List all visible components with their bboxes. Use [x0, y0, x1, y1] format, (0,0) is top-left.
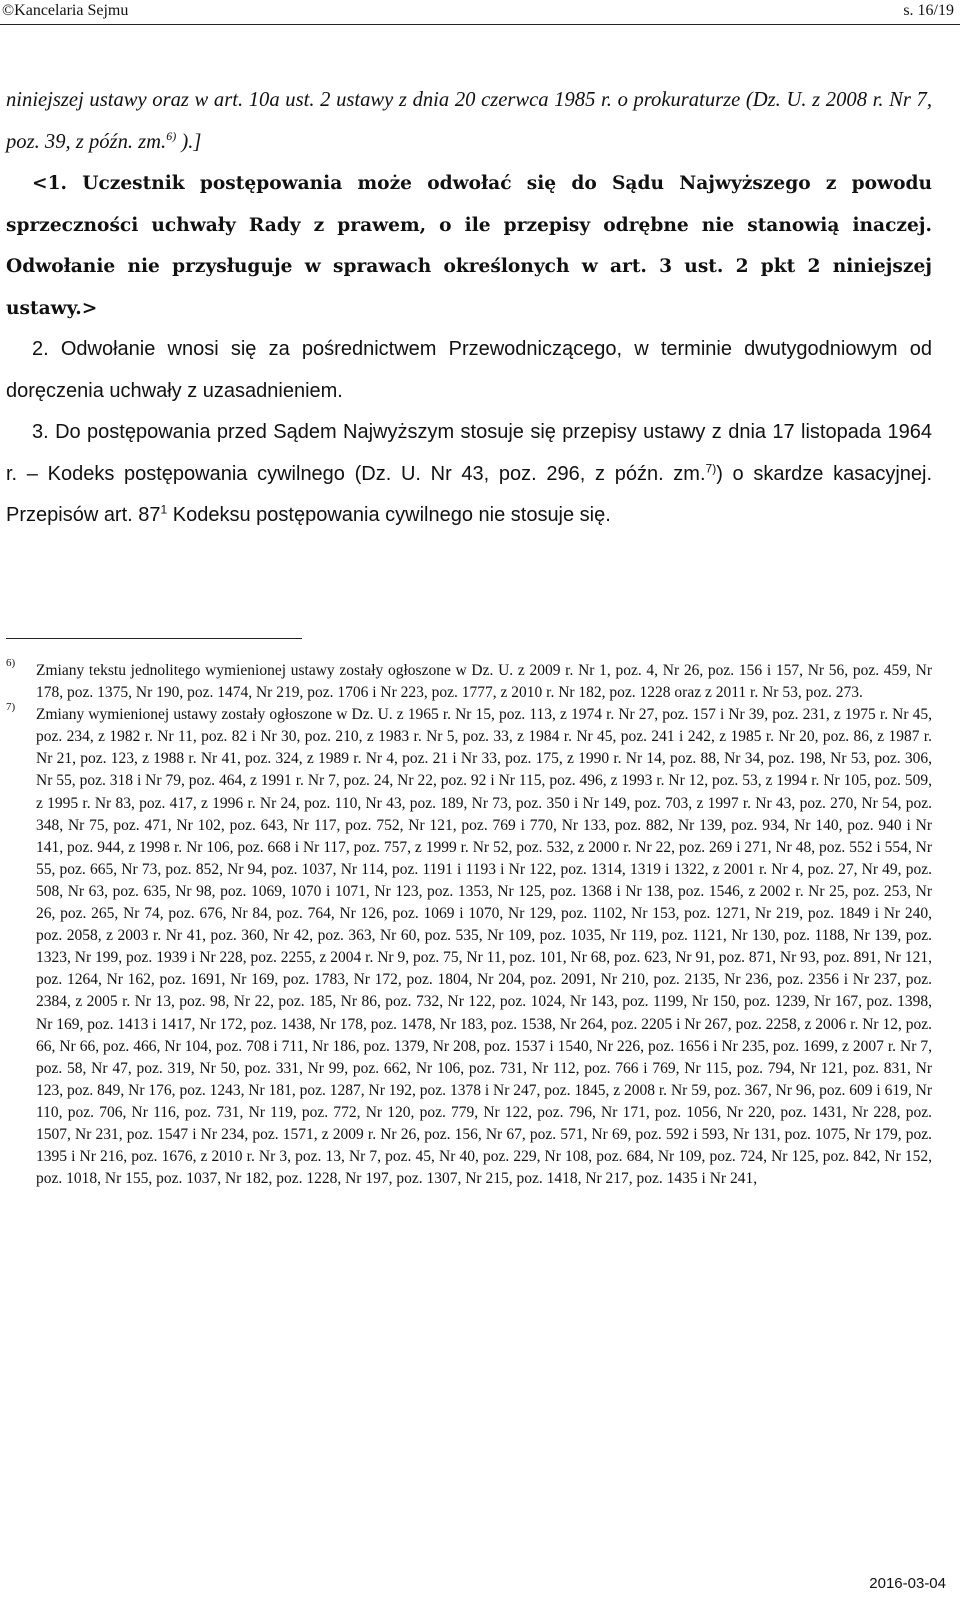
paragraph-2: 2. Odwołanie wnosi się za pośrednictwem Przewodniczącego, w terminie dwutygodniowym od doręczenia uchwały z uzasadnieniem. [6, 338, 932, 402]
footnote-ref-6: 6) [166, 128, 177, 143]
continuation-end: ).] [176, 130, 202, 153]
paragraph-1: <1. Uczestnik postępowania może odwołać się do Sądu Najwyższego z powodu sprzeczności uchwały Rady z prawem, o ile przepisy odrębne nie stanowią inaczej. Odwołanie nie przysługuje w sprawach określonych w art. 3 ust. 2 pkt 2 niniejszej ustawy.> [6, 173, 932, 319]
header-divider [0, 24, 960, 25]
continuation-text: niniejszej ustawy oraz w art. 10a ust. 2 ustawy z dnia 20 czerwca 1985 r. o prokuraturze (Dz. U. z 2008 r. Nr 7, poz. 39, z późn. zm. [6, 89, 932, 153]
footnote-text: Zmiany tekstu jednolitego wymienionej ustawy zostały ogłoszone w Dz. U. z 2009 r. Nr 1, poz. 4, Nr 26, poz. 156 i 157, Nr 56, poz. 459, Nr 178, poz. 1375, Nr 190, poz. 1474, Nr 219, poz. 1706 i Nr 223, poz. 1777, z 2010 r. Nr 182, poz. 1228 oraz z 2011 r. Nr 53, poz. 273. [36, 662, 932, 702]
footnote-text: Zmiany wymienionej ustawy zostały ogłoszone w Dz. U. z 1965 r. Nr 15, poz. 113, z 1974 r. Nr 27, poz. 157 i Nr 39, poz. 231, z 1975 r. Nr 45, poz. 234, z 1982 r. Nr 11, poz. 82 i Nr 30, poz. 210, z 1983 r. Nr 5, poz. 33, z 1984 r. Nr 45, poz. 241 i 242, z 1985 r. Nr 20, poz. 86, z 1987 r. Nr 21, poz. 123, z 1988 r. Nr 41, poz. 324, z 1989 r. Nr 4, poz. 21 i Nr 33, poz. 175, z 1990 r. Nr 14, poz. 88, Nr 34, poz. 198, Nr 53, poz. 306, Nr 55, poz. 318 i Nr 79, poz. 464, z 1991 r. Nr 7, poz. 24, Nr 22, poz. 92 i Nr 115, poz. 496, z 1993 r. Nr 12, poz. 53, z 1994 r. Nr 105, poz. 509, z 1995 r. Nr 83, poz. 417, z 1996 r. Nr 24, poz. 110, Nr 43, poz. 189, Nr 73, poz. 350 i Nr 149, poz. 703, z 1997 r. Nr 43, poz. 270, Nr 54, poz. 348, Nr 75, poz. 471, Nr 102, poz. 643, Nr 117, poz. 752, Nr 121, poz. 769 i 770, Nr 133, poz. 882, Nr 139, poz. 934, Nr 140, poz. 940 i Nr 141, poz. 944, z 1998 r. Nr 106, poz. 668 i Nr 117, poz. 757, z 1999 r. Nr 52, poz. 532, z 2000 r. Nr 22, poz. 269 i 271, Nr 48, poz. 552 i 554, Nr 55, poz. 665, Nr 73, poz. 852, Nr 94, poz. 1037, Nr 114, poz. 1191 i 1193 i Nr 122, poz. 1314, 1319 i 1322, z 2001 r. Nr 4, poz. 27, Nr 49, poz. 508, Nr 63, poz. 635, Nr 98, poz. 1069, 1070 i 1071, Nr 123, poz. 1353, Nr 125, poz. 1368 i Nr 138, poz. 1546, z 2002 r. Nr 25, poz. 253, Nr 26, poz. 265, Nr 74, poz. 676, Nr 84, poz. 764, Nr 126, poz. 1069 i 1070, Nr 129, poz. 1102, Nr 153, poz. 1271, Nr 219, poz. 1849 i Nr 240, poz. 2058, z 2003 r. Nr 41, poz. 360, Nr 42, poz. 363, Nr 60, poz. 535, Nr 109, poz. 1035, Nr 119, poz. 1121, Nr 130, poz. 1188, Nr 139, poz. 1323, Nr 199, poz. 1939 i Nr 228, poz. 2255, z 2004 r. Nr 9, poz. 75, Nr 11, poz. 101, Nr 68, poz. 623, Nr 91, poz. 871, Nr 93, poz. 891, Nr 121, poz. 1264, Nr 162, poz. 1691, Nr 169, poz. 1783, Nr 172, poz. 1804, Nr 204, poz. 2091, Nr 210, poz. 2135, Nr 236, poz. 2356 i Nr 237, poz. 2384, z 2005 r. Nr 13, poz. 98, Nr 22, poz. 185, Nr 86, poz. 732, Nr 122, poz. 1024, Nr 143, poz. 1199, Nr 150, poz. 1239, Nr 167, poz. 1398, Nr 169, poz. 1413 i 1417, Nr 172, poz. 1438, Nr 178, poz. 1478, Nr 183, poz. 1538, Nr 264, poz. 2205 i Nr 267, poz. 2258, z 2006 r. Nr 12, poz. 66, Nr 66, poz. 466, Nr 104, poz. 708 i 711, Nr 186, poz. 1379, Nr 208, poz. 1537 i 1540, Nr 226, poz. 1656 i Nr 235, poz. 1699, z 2007 r. Nr 7, poz. 58, Nr 47, poz. 319, Nr 50, poz. 331, Nr 99, poz. 662, Nr 106, poz. 731, Nr 112, poz. 766 i 769, Nr 115, poz. 794, Nr 121, poz. 831, Nr 123, poz. 849, Nr 176, poz. 1243, Nr 181, poz. 1287, Nr 192, poz. 1378 i Nr 247, poz. 1845, z 2008 r. Nr 59, poz. 367, Nr 96, poz. 609 i 619, Nr 110, poz. 706, Nr 116, poz. 731, Nr 119, poz. 772, Nr 120, poz. 779, Nr 122, poz. 796, Nr 171, poz. 1056, Nr 220, poz. 1431, Nr 228, poz. 1507, Nr 231, poz. 1547 i Nr 234, poz. 1571, z 2009 r. Nr 26, poz. 156, Nr 67, poz. 571, Nr 69, poz. 592 i 593, Nr 131, poz. 1075, Nr 179, poz. 1395 i Nr 216, poz. 1676, z 2010 r. Nr 3, poz. 13, Nr 7, poz. 45, Nr 40, poz. 229, Nr 108, poz. 684, Nr 109, poz. 724, Nr 125, poz. 842, Nr 152, poz. 1018, Nr 155, poz. 1037, Nr 182, poz. 1228, Nr 197, poz. 1307, Nr 215, poz. 1418, Nr 217, poz. 1435 i Nr 241, [36, 706, 932, 1188]
footnote-mark: 7) [6, 701, 16, 714]
paragraph-3-text-b: ) o skardze kasacyjnej. Przepisów art. 87 [6, 462, 933, 526]
main-text [6, 80, 932, 537]
footnote-mark: 6) [6, 657, 16, 669]
paragraph-3-text-c: Kodeksu postępowania cywilnego nie stosuje się. [167, 504, 611, 526]
footnote-7 [6, 701, 932, 1190]
paragraph-3-text-a: 3. Do postępowania przed Sądem Najwyższym stosuje się przepisy ustawy z dnia 17 listopada 1964 r. – Kodeks postępowania cywilnego (Dz. U. Nr 43, poz. 296, z późn. zm. [6, 421, 932, 485]
article-superscript: 1 [160, 502, 168, 517]
footnotes [6, 657, 932, 1190]
continuation-paragraph [6, 80, 932, 163]
footnote-ref-7: 7) [705, 460, 717, 475]
page-number: s. 16/19 [903, 2, 954, 19]
document-date: 2016-03-04 [869, 1575, 946, 1592]
page-header [0, 0, 960, 26]
copyright-label: ©Kancelaria Sejmu [2, 2, 129, 19]
footnote-divider [6, 638, 302, 639]
footnote-6 [6, 657, 932, 704]
paragraph-3 [6, 412, 932, 537]
